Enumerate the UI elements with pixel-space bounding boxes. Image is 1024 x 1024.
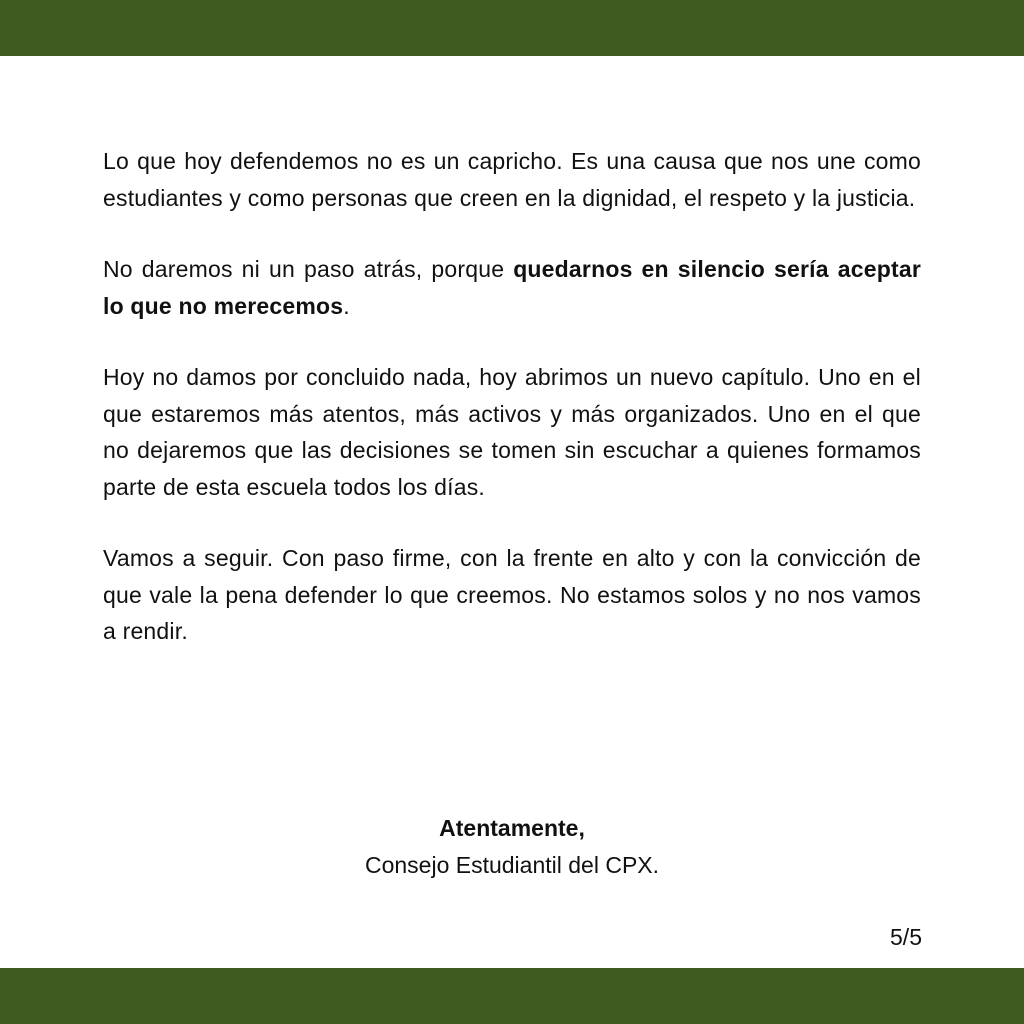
paragraph-4: Vamos a seguir. Con paso firme, con la frente en alto y con la convicción de que vale la pena defender lo que creemos. No estamos solos y no nos vamos a rendir. [103,545,921,644]
letter-body [103,143,921,650]
page-number: 5/5 [890,924,922,950]
paragraph-2-emphasis: quedarnos en silencio sería aceptar lo que no merecemos [103,256,921,319]
paragraph-3: Hoy no damos por concluido nada, hoy abrimos un nuevo capítulo. Uno en el que estaremos más atentos, más activos y más organizados. Uno en el que no dejaremos que las decisiones se tomen sin escuchar a quienes formamos parte de esta escuela todos los días. [103,364,921,500]
paragraph-2 [103,251,921,324]
paragraph-2-start: No daremos ni un paso atrás, porque [103,256,514,282]
closing-line: Atentamente, [439,815,585,841]
paragraph-2-end: . [343,292,350,319]
organization-name: Consejo Estudiantil del CPX. [364,852,660,878]
paragraph-1: Lo que hoy defendemos no es un capricho. Es una causa que nos une como estudiantes y como personas que creen en la dignidad, el respeto y la justicia. [103,148,921,211]
bottom-band [0,968,1024,1024]
signature-block [0,810,1024,884]
top-band [0,0,1024,56]
